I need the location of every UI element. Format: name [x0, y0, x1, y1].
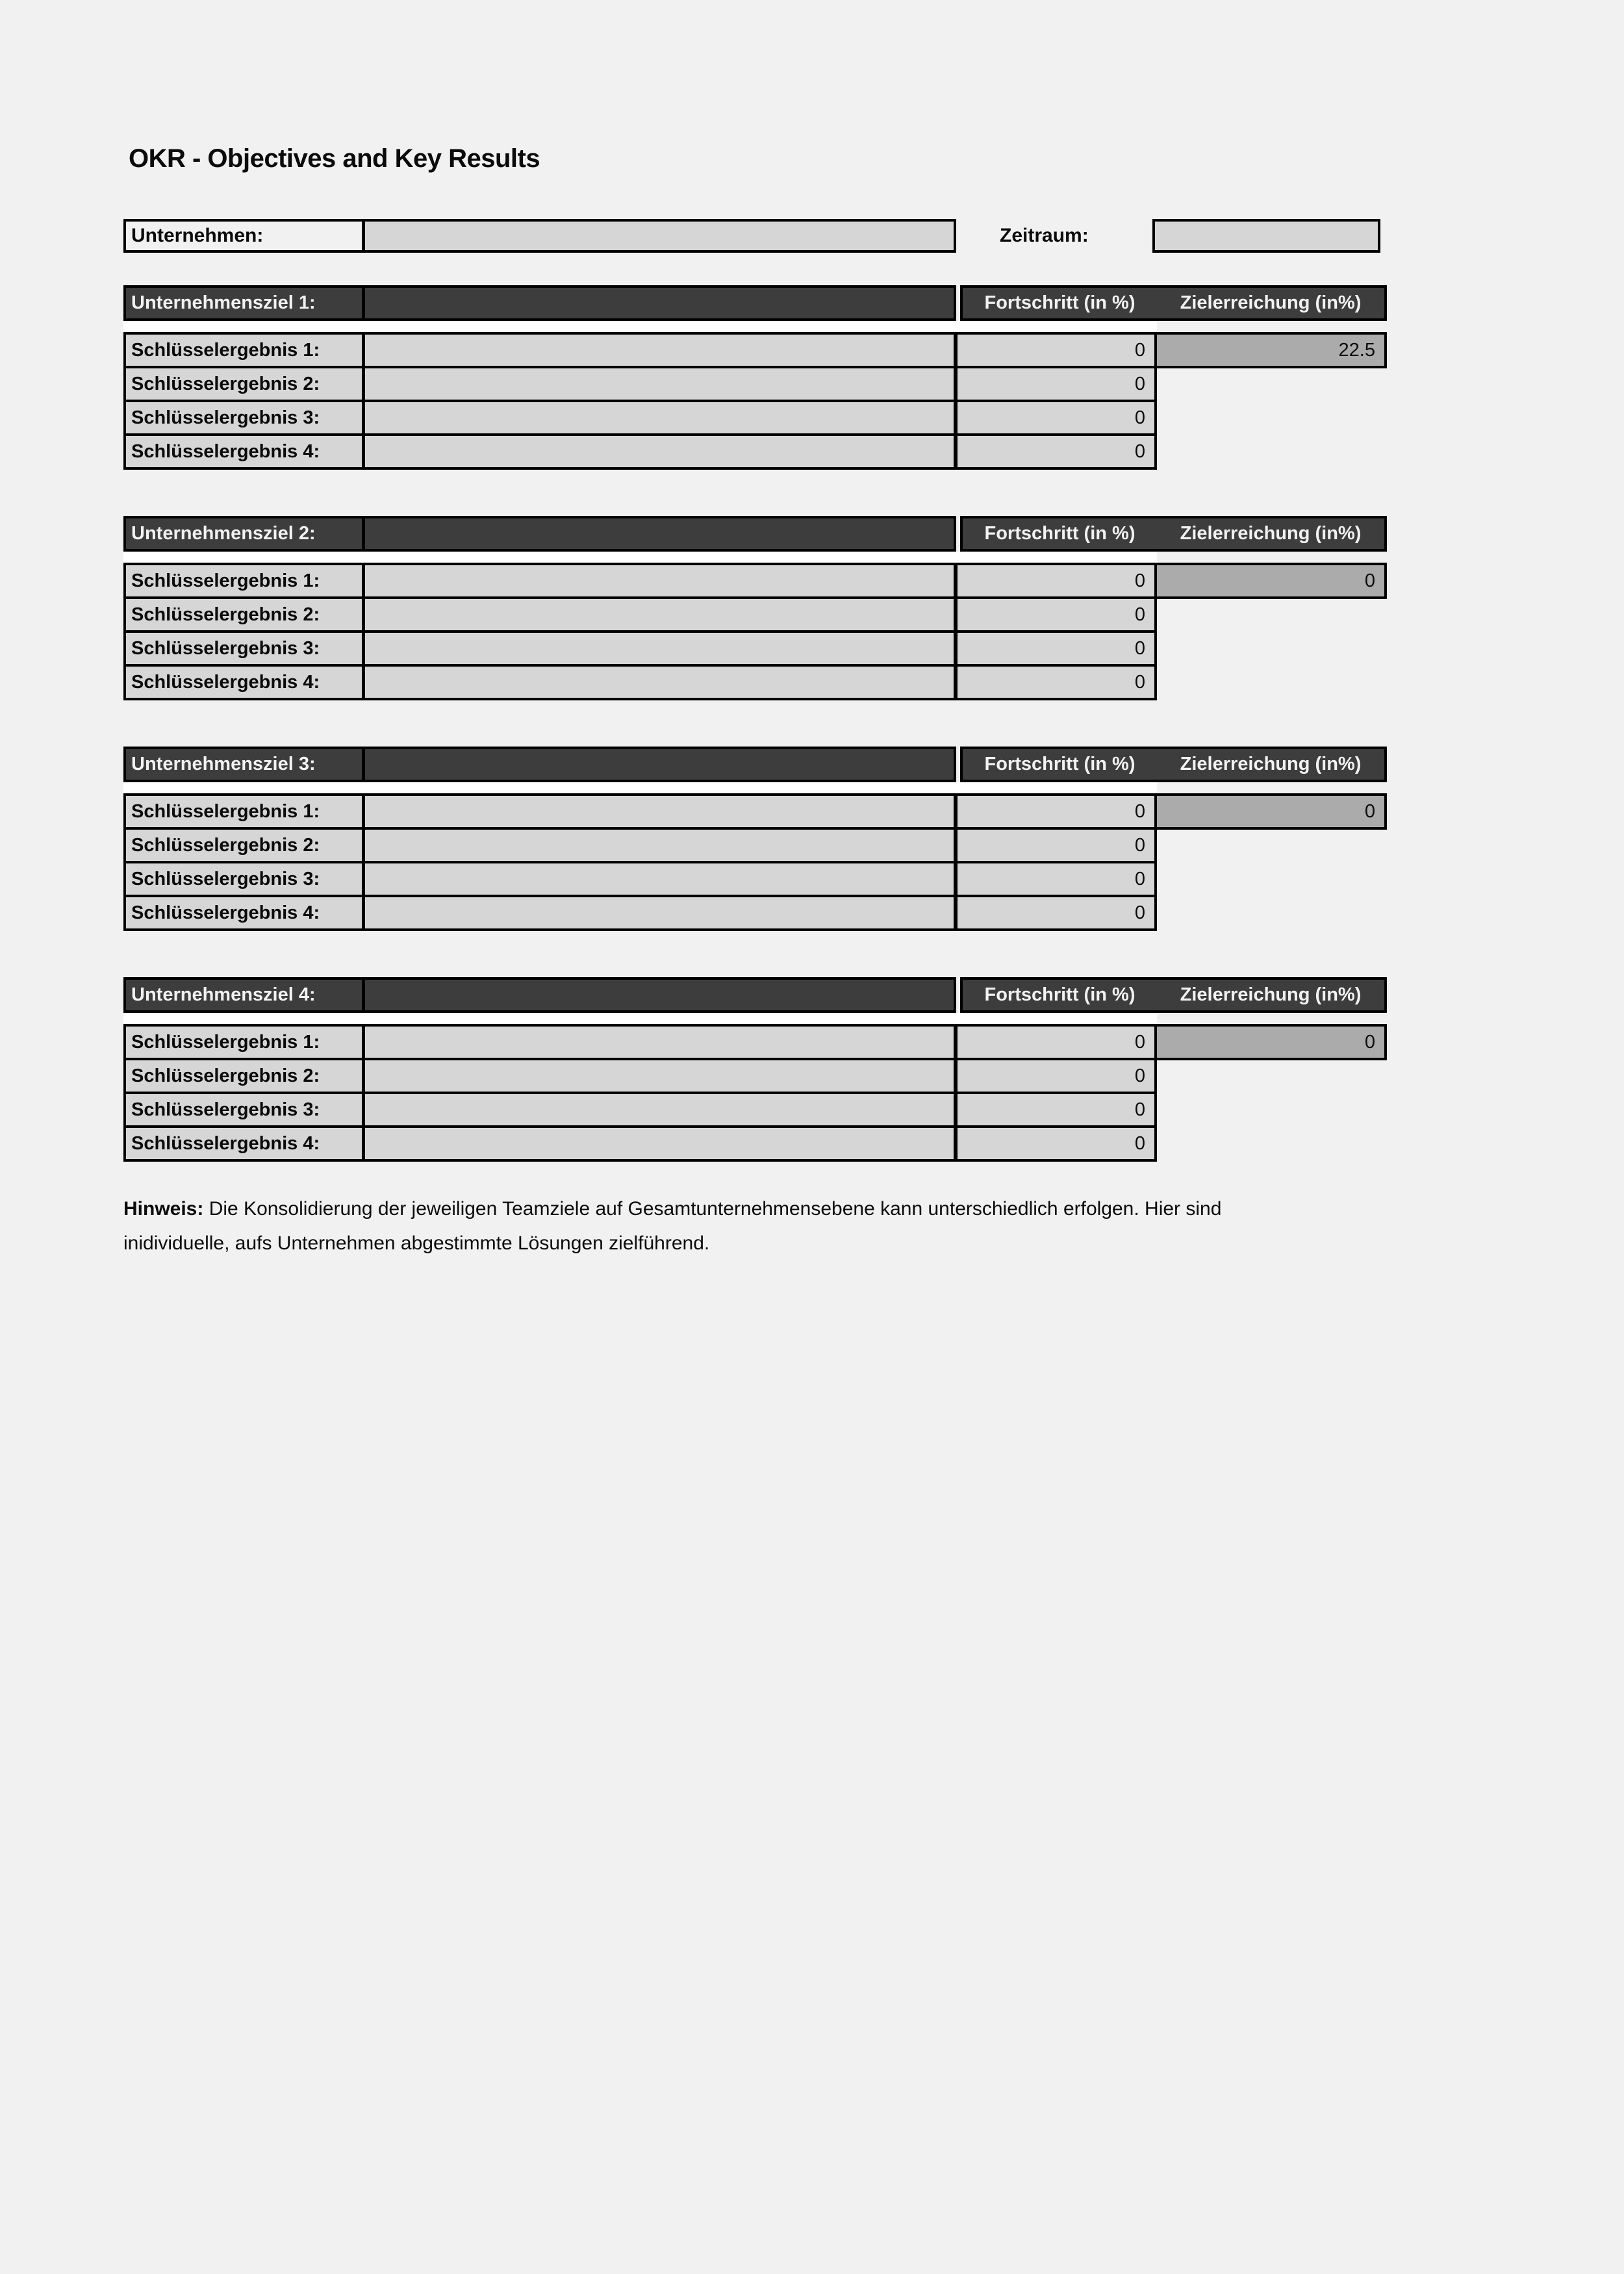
column-header-achievement: Zielerreichung (in%): [1180, 754, 1362, 774]
objective-header: [123, 285, 956, 321]
objective-label: Unternehmensziel 4:: [126, 980, 365, 1010]
column-header-achievement: Zielerreichung (in%): [1180, 292, 1362, 313]
achievement-cell[interactable]: 0: [1157, 793, 1387, 830]
key-result-row: [126, 897, 1154, 928]
progress-cell[interactable]: 0: [958, 1094, 1154, 1125]
key-result-input[interactable]: [365, 830, 954, 861]
progress-cell[interactable]: 0: [958, 633, 1154, 664]
key-result-row: [126, 1128, 1154, 1159]
progress-cell[interactable]: 0: [958, 830, 1154, 861]
objective-label: Unternehmensziel 1:: [126, 288, 365, 318]
spacer-row: [123, 1013, 1157, 1024]
note-text-line1: Die Konsolidierung der jeweiligen Teamziele auf Gesamtunternehmensebene kann unterschiedlich erfolgen. Hier sind: [209, 1198, 1222, 1220]
column-header-achievement: Zielerreichung (in%): [1180, 523, 1362, 544]
key-result-label: Schlüsselergebnis 2:: [126, 599, 365, 630]
column-header-progress: Fortschritt (in %): [984, 292, 1136, 313]
key-result-rows: [123, 563, 1157, 700]
key-result-row: [126, 633, 1154, 664]
key-result-rows: [123, 1024, 1157, 1162]
key-result-label: Schlüsselergebnis 1:: [126, 1027, 365, 1058]
column-header-progress: Fortschritt (in %): [984, 984, 1136, 1005]
progress-cell[interactable]: 0: [958, 436, 1154, 467]
key-result-label: Schlüsselergebnis 3:: [126, 863, 365, 895]
column-headers: [960, 747, 1387, 782]
key-result-label: Schlüsselergebnis 2:: [126, 830, 365, 861]
objective-label: Unternehmensziel 3:: [126, 749, 365, 780]
key-result-input[interactable]: [365, 1027, 954, 1058]
progress-cell[interactable]: 0: [958, 1128, 1154, 1159]
objective-header: [123, 747, 956, 782]
period-label: Zeitraum:: [1000, 225, 1089, 246]
objective-section-2: [123, 516, 1397, 700]
key-result-label: Schlüsselergebnis 3:: [126, 402, 365, 433]
progress-cell[interactable]: 0: [958, 402, 1154, 433]
column-headers: [960, 516, 1387, 552]
key-result-input[interactable]: [365, 565, 954, 596]
key-result-input[interactable]: [365, 1094, 954, 1125]
key-result-row: [126, 796, 1154, 827]
achievement-cell[interactable]: 0: [1157, 1024, 1387, 1060]
objective-input[interactable]: [365, 288, 954, 318]
progress-cell[interactable]: 0: [958, 796, 1154, 827]
period-input[interactable]: [1152, 219, 1380, 253]
key-result-label: Schlüsselergebnis 3:: [126, 1094, 365, 1125]
key-result-row: [126, 863, 1154, 895]
objective-input[interactable]: [365, 518, 954, 549]
key-result-row: [126, 402, 1154, 433]
column-header-progress: Fortschritt (in %): [984, 754, 1136, 774]
key-result-label: Schlüsselergebnis 4:: [126, 436, 365, 467]
key-result-input[interactable]: [365, 1128, 954, 1159]
key-result-rows: [123, 793, 1157, 931]
key-result-label: Schlüsselergebnis 4:: [126, 1128, 365, 1159]
spacer-row: [123, 552, 1157, 563]
spacer-row: [123, 321, 1157, 332]
company-label: Unternehmen:: [126, 222, 365, 250]
key-result-label: Schlüsselergebnis 4:: [126, 667, 365, 698]
key-result-input[interactable]: [365, 402, 954, 433]
key-result-input[interactable]: [365, 863, 954, 895]
note-label: Hinweis:: [123, 1198, 204, 1220]
key-result-input[interactable]: [365, 599, 954, 630]
key-result-label: Schlüsselergebnis 3:: [126, 633, 365, 664]
progress-cell[interactable]: 0: [958, 599, 1154, 630]
column-header-progress: Fortschritt (in %): [984, 523, 1136, 544]
key-result-input[interactable]: [365, 667, 954, 698]
key-result-row: [126, 565, 1154, 596]
key-result-input[interactable]: [365, 633, 954, 664]
key-result-row: [126, 436, 1154, 467]
key-result-row: [126, 335, 1154, 366]
objective-header: [123, 977, 956, 1013]
key-result-label: Schlüsselergebnis 2:: [126, 368, 365, 400]
key-result-input[interactable]: [365, 368, 954, 400]
key-result-label: Schlüsselergebnis 4:: [126, 897, 365, 928]
progress-cell[interactable]: 0: [958, 368, 1154, 400]
page-title: OKR - Objectives and Key Results: [129, 144, 540, 173]
key-result-row: [126, 830, 1154, 861]
progress-cell[interactable]: 0: [958, 863, 1154, 895]
key-result-row: [126, 599, 1154, 630]
company-input[interactable]: [365, 222, 954, 250]
company-row: [123, 219, 956, 253]
objective-input[interactable]: [365, 980, 954, 1010]
key-result-input[interactable]: [365, 796, 954, 827]
note-text-line2: inidividuelle, aufs Unternehmen abgestimmte Lösungen zielführend.: [123, 1233, 710, 1254]
objective-label: Unternehmensziel 2:: [126, 518, 365, 549]
note: [123, 1192, 1520, 1260]
progress-cell[interactable]: 0: [958, 1060, 1154, 1092]
key-result-label: Schlüsselergebnis 1:: [126, 565, 365, 596]
key-result-row: [126, 1094, 1154, 1125]
progress-cell[interactable]: 0: [958, 667, 1154, 698]
objective-input[interactable]: [365, 749, 954, 780]
progress-cell[interactable]: 0: [958, 335, 1154, 366]
key-result-label: Schlüsselergebnis 1:: [126, 335, 365, 366]
key-result-row: [126, 368, 1154, 400]
achievement-cell[interactable]: 22.5: [1157, 332, 1387, 368]
column-headers: [960, 977, 1387, 1013]
spacer-row: [123, 782, 1157, 793]
progress-cell[interactable]: 0: [958, 897, 1154, 928]
achievement-cell[interactable]: 0: [1157, 563, 1387, 599]
key-result-input[interactable]: [365, 335, 954, 366]
objective-section-4: [123, 977, 1397, 1162]
key-result-input[interactable]: [365, 436, 954, 467]
key-result-row: [126, 1060, 1154, 1092]
key-result-label: Schlüsselergebnis 2:: [126, 1060, 365, 1092]
column-headers: [960, 285, 1387, 321]
key-result-row: [126, 1027, 1154, 1058]
key-result-row: [126, 667, 1154, 698]
key-result-input[interactable]: [365, 897, 954, 928]
objective-header: [123, 516, 956, 552]
column-header-achievement: Zielerreichung (in%): [1180, 984, 1362, 1005]
key-result-label: Schlüsselergebnis 1:: [126, 796, 365, 827]
key-result-input[interactable]: [365, 1060, 954, 1092]
key-result-rows: [123, 332, 1157, 470]
objective-section-3: [123, 747, 1397, 931]
progress-cell[interactable]: 0: [958, 1027, 1154, 1058]
objective-section-1: [123, 285, 1397, 470]
progress-cell[interactable]: 0: [958, 565, 1154, 596]
